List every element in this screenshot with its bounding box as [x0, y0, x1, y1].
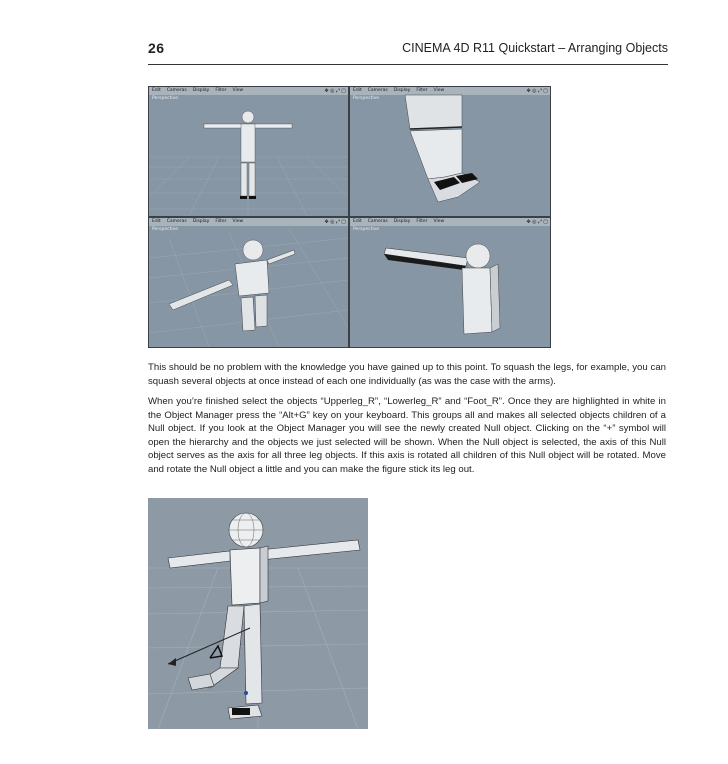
- viewport-label: Perspective: [152, 227, 179, 232]
- running-head: CINEMA 4D R11 Quickstart – Arranging Objects: [402, 41, 668, 55]
- viewport-menu-bar: Edit Cameras Display Filter View: [350, 87, 550, 95]
- header-rule: [148, 64, 668, 65]
- viewport-bottom-left: [149, 218, 348, 347]
- viewport-nav-icons: ✥ ◎ ⤢ ▢: [526, 88, 548, 94]
- viewport-nav-icons: ✥ ◎ ⤢ ▢: [324, 219, 346, 225]
- viewport-nav-icons: ✥ ◎ ⤢ ▢: [324, 88, 346, 94]
- viewport-bottom-right: [350, 218, 550, 347]
- viewport-top-left: [149, 87, 348, 216]
- viewport-menu-bar: Edit Cameras Display Filter View: [350, 218, 550, 226]
- viewport-label: Perspective: [152, 96, 179, 101]
- four-view-screenshot: [148, 86, 551, 348]
- viewport-menu-bar: Edit Cameras Display Filter View: [149, 87, 348, 95]
- figure-leg-rotation-screenshot: [148, 498, 368, 729]
- front-view-figure: [149, 87, 348, 216]
- torso-closeup: [350, 218, 550, 347]
- body-paragraph: This should be no problem with the knowledge you have gained up to this point. To squash the legs, for example, you can squash several objects at once instead of each one individually (as was the case with the arms).: [148, 362, 666, 387]
- body-paragraph: When you’re finished select the objects “Upperleg_R”, “Lowerleg_R” and “Foot_R”. Once they are highlighted in white in the Object Manager press the “Alt+G” key on your keyboard. This groups all and makes all selected objects children of a Null object. If you look at the Object Manager you will see the newly created Null object. Clicking on the “+” symbol will open the hierarchy and the objects we just selected will be shown. When the Null object is selected, the axis of this Null object serves as the axis for all three leg objects. If this axis is rotated all children of this Null object will be rotated. Move and rotate the Null object a little and you can make the figure stick its leg out.: [148, 396, 666, 475]
- viewport-menu-bar: Edit Cameras Display Filter View: [149, 218, 348, 226]
- viewport-top-right: [350, 87, 550, 216]
- perspective-figure: [149, 218, 348, 347]
- viewport-label: Perspective: [353, 227, 380, 232]
- head-sphere-icon: [229, 513, 263, 547]
- leg-closeup: [350, 87, 550, 216]
- page-number: 26: [148, 40, 165, 56]
- viewport-nav-icons: ✥ ◎ ⤢ ▢: [526, 219, 548, 225]
- figure-with-rotated-leg: [148, 498, 368, 729]
- viewport-label: Perspective: [353, 96, 380, 101]
